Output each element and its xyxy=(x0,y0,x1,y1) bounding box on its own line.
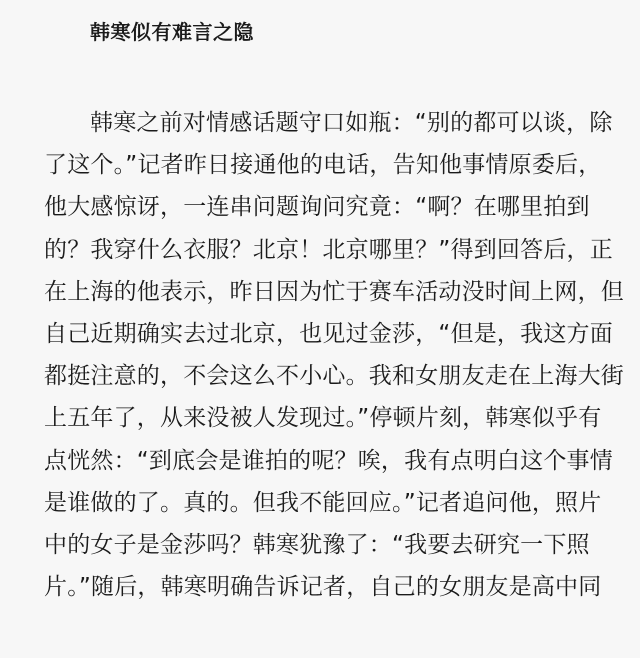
paragraph-line: 是谁做的了。真的。但我不能回应。”记者追问他，照片 xyxy=(44,489,602,516)
paragraph-line: 在上海的他表示，昨日因为忙于赛车活动没时间上网，但 xyxy=(44,278,624,305)
paragraph-line: 了这个。”记者昨日接通他的电话，告知他事情原委后， xyxy=(44,152,602,179)
article-heading: 韩寒似有难言之隐 xyxy=(90,20,254,44)
paragraph-line: 片。”随后，韩寒明确告诉记者，自己的女朋友是高中同 xyxy=(44,574,602,601)
paragraph-line: 中的女子是金莎吗？韩寒犹豫了：“我要去研究一下照 xyxy=(44,531,590,558)
article-body xyxy=(44,102,624,608)
paragraph-line: 他大感惊讶，一连串问题询问究竟：“啊？在哪里拍到 xyxy=(44,194,590,221)
paragraph-line: 韩寒之前对情感话题守口如瓶：“别的都可以谈，除 xyxy=(90,110,613,136)
paragraph-line: 的？我穿什么衣服？北京！北京哪里？”得到回答后，正 xyxy=(44,236,613,263)
paragraph-line: 点恍然：“到底会是谁拍的呢？唉，我有点明白这个事情 xyxy=(44,447,613,474)
paragraph-line: 都挺注意的，不会这么不小心。我和女朋友走在上海大街 xyxy=(44,363,624,390)
paragraph-line: 自己近期确实去过北京，也见过金莎，“但是，我这方面 xyxy=(44,320,613,347)
paragraph-line: 上五年了，从来没被人发现过。”停顿片刻，韩寒似乎有 xyxy=(44,405,602,432)
